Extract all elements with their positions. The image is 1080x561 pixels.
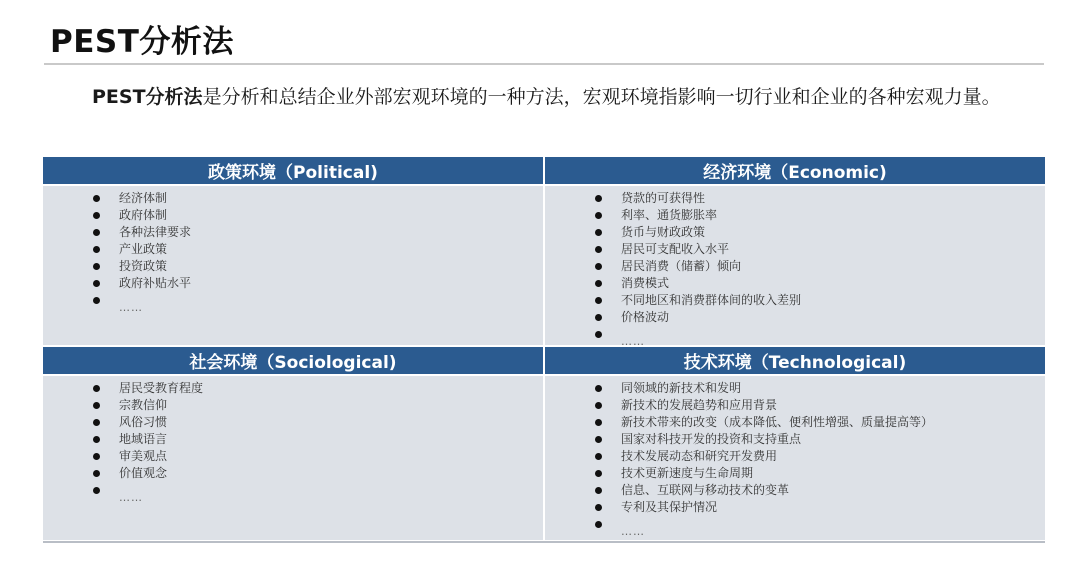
- list-item-text: 国家对科技开发的投资和支持重点: [621, 432, 802, 446]
- list-item: [91, 431, 543, 448]
- quadrant-header: 社会环境（Sociological): [43, 347, 543, 376]
- list-item-text: 政府补贴水平: [119, 276, 192, 290]
- list-item: [91, 292, 543, 314]
- quadrant-technological: [545, 347, 1045, 540]
- bullet-icon: [595, 297, 602, 304]
- bullet-icon: [595, 246, 602, 253]
- list-item: [593, 224, 1045, 241]
- bullet-icon: [595, 453, 602, 460]
- list-item: [593, 309, 1045, 326]
- bullet-icon: [93, 212, 100, 219]
- title-divider: [44, 63, 1044, 65]
- list-item-text: 政府体制: [119, 208, 168, 222]
- list-item: [91, 224, 543, 241]
- quadrant-political: [43, 157, 543, 345]
- list-item: [593, 275, 1045, 292]
- list-item: [593, 465, 1045, 482]
- bullet-icon: [93, 470, 100, 477]
- bullet-icon: [93, 487, 100, 494]
- quadrant-header: 政策环境（Political): [43, 157, 543, 186]
- list-item-text: 价值观念: [119, 466, 168, 480]
- list-item: [593, 326, 1045, 348]
- list-item-text: 风俗习惯: [119, 415, 168, 429]
- intro-text: 是分析和总结企业外部宏观环境的一种方法，宏观环境指影响一切行业和企业的各种宏观力量。: [202, 86, 1001, 108]
- list-item-text: 专利及其保护情况: [621, 500, 718, 514]
- list-item-text: 各种法律要求: [119, 225, 192, 239]
- bullet-icon: [93, 436, 100, 443]
- list-item-text: 消费模式: [621, 276, 670, 290]
- bullet-icon: [93, 246, 100, 253]
- bullet-icon: [595, 385, 602, 392]
- bullet-icon: [93, 385, 100, 392]
- bullet-icon: [595, 314, 602, 321]
- bottom-divider: [43, 541, 1045, 543]
- factor-list: [43, 376, 543, 504]
- bullet-icon: [595, 263, 602, 270]
- list-item: [91, 397, 543, 414]
- bullet-icon: [93, 419, 100, 426]
- list-item: [91, 465, 543, 482]
- list-item: [593, 207, 1045, 224]
- list-item: [593, 380, 1045, 397]
- bullet-icon: [595, 280, 602, 287]
- list-item-text: 技术发展动态和研究开发费用: [621, 449, 778, 463]
- list-item: [91, 414, 543, 431]
- bullet-icon: [93, 453, 100, 460]
- bullet-icon: [595, 229, 602, 236]
- list-item: [91, 482, 543, 504]
- bullet-icon: [595, 212, 602, 219]
- list-item: [91, 275, 543, 292]
- list-item-text: ……: [621, 525, 645, 538]
- list-item: [593, 258, 1045, 275]
- bullet-icon: [595, 419, 602, 426]
- list-item-text: 新技术的发展趋势和应用背景: [621, 398, 778, 412]
- factor-list: [545, 186, 1045, 348]
- bullet-icon: [93, 195, 100, 202]
- list-item-text: 信息、互联网与移动技术的变革: [621, 483, 790, 497]
- quadrant-economic: [545, 157, 1045, 348]
- bullet-icon: [595, 470, 602, 477]
- bullet-icon: [595, 487, 602, 494]
- list-item-text: ……: [621, 335, 645, 348]
- list-item: [593, 499, 1045, 516]
- list-item-text: 产业政策: [119, 242, 168, 256]
- bullet-icon: [595, 521, 602, 528]
- list-item-text: 经济体制: [119, 191, 168, 205]
- list-item: [593, 414, 1045, 431]
- list-item: [593, 190, 1045, 207]
- list-item-text: 同领域的新技术和发明: [621, 381, 742, 395]
- list-item: [593, 516, 1045, 538]
- list-item-text: 居民消费（储蓄）倾向: [621, 259, 742, 273]
- list-item: [593, 241, 1045, 258]
- list-item: [91, 448, 543, 465]
- list-item: [91, 258, 543, 275]
- bullet-icon: [93, 402, 100, 409]
- list-item-text: 货币与财政政策: [621, 225, 706, 239]
- list-item-text: 地域语言: [119, 432, 168, 446]
- list-item: [91, 190, 543, 207]
- list-item-text: 宗教信仰: [119, 398, 168, 412]
- factor-list: [545, 376, 1045, 538]
- list-item-text: 利率、通货膨胀率: [621, 208, 718, 222]
- list-item: [91, 241, 543, 258]
- list-item-text: 审美观点: [119, 449, 168, 463]
- list-item: [593, 397, 1045, 414]
- list-item-text: 技术更新速度与生命周期: [621, 466, 754, 480]
- quadrant-sociological: [43, 347, 543, 540]
- bullet-icon: [595, 195, 602, 202]
- factor-list: [43, 186, 543, 314]
- list-item: [91, 207, 543, 224]
- list-item: [91, 380, 543, 397]
- list-item: [593, 448, 1045, 465]
- list-item-text: 居民受教育程度: [119, 381, 204, 395]
- bullet-icon: [595, 436, 602, 443]
- quadrant-header: 技术环境（Technological): [545, 347, 1045, 376]
- list-item-text: ……: [119, 301, 143, 314]
- bullet-icon: [595, 331, 602, 338]
- list-item-text: 不同地区和消费群体间的收入差别: [621, 293, 802, 307]
- page-title: PEST分析法: [50, 24, 234, 60]
- bullet-icon: [93, 280, 100, 287]
- list-item-text: 价格波动: [621, 310, 670, 324]
- list-item: [593, 482, 1045, 499]
- bullet-icon: [595, 504, 602, 511]
- bullet-icon: [93, 263, 100, 270]
- intro-paragraph: [50, 80, 1040, 115]
- intro-term: PEST分析法: [92, 86, 203, 108]
- list-item: [593, 431, 1045, 448]
- list-item-text: 新技术带来的改变（成本降低、便利性增强、质量提高等）: [621, 415, 934, 429]
- bullet-icon: [595, 402, 602, 409]
- quadrant-header: 经济环境（Economic): [545, 157, 1045, 186]
- bullet-icon: [93, 297, 100, 304]
- list-item-text: 贷款的可获得性: [621, 191, 706, 205]
- list-item: [593, 292, 1045, 309]
- bullet-icon: [93, 229, 100, 236]
- list-item-text: 投资政策: [119, 259, 168, 273]
- list-item-text: 居民可支配收入水平: [621, 242, 730, 256]
- pest-grid: [43, 157, 1045, 540]
- list-item-text: ……: [119, 491, 143, 504]
